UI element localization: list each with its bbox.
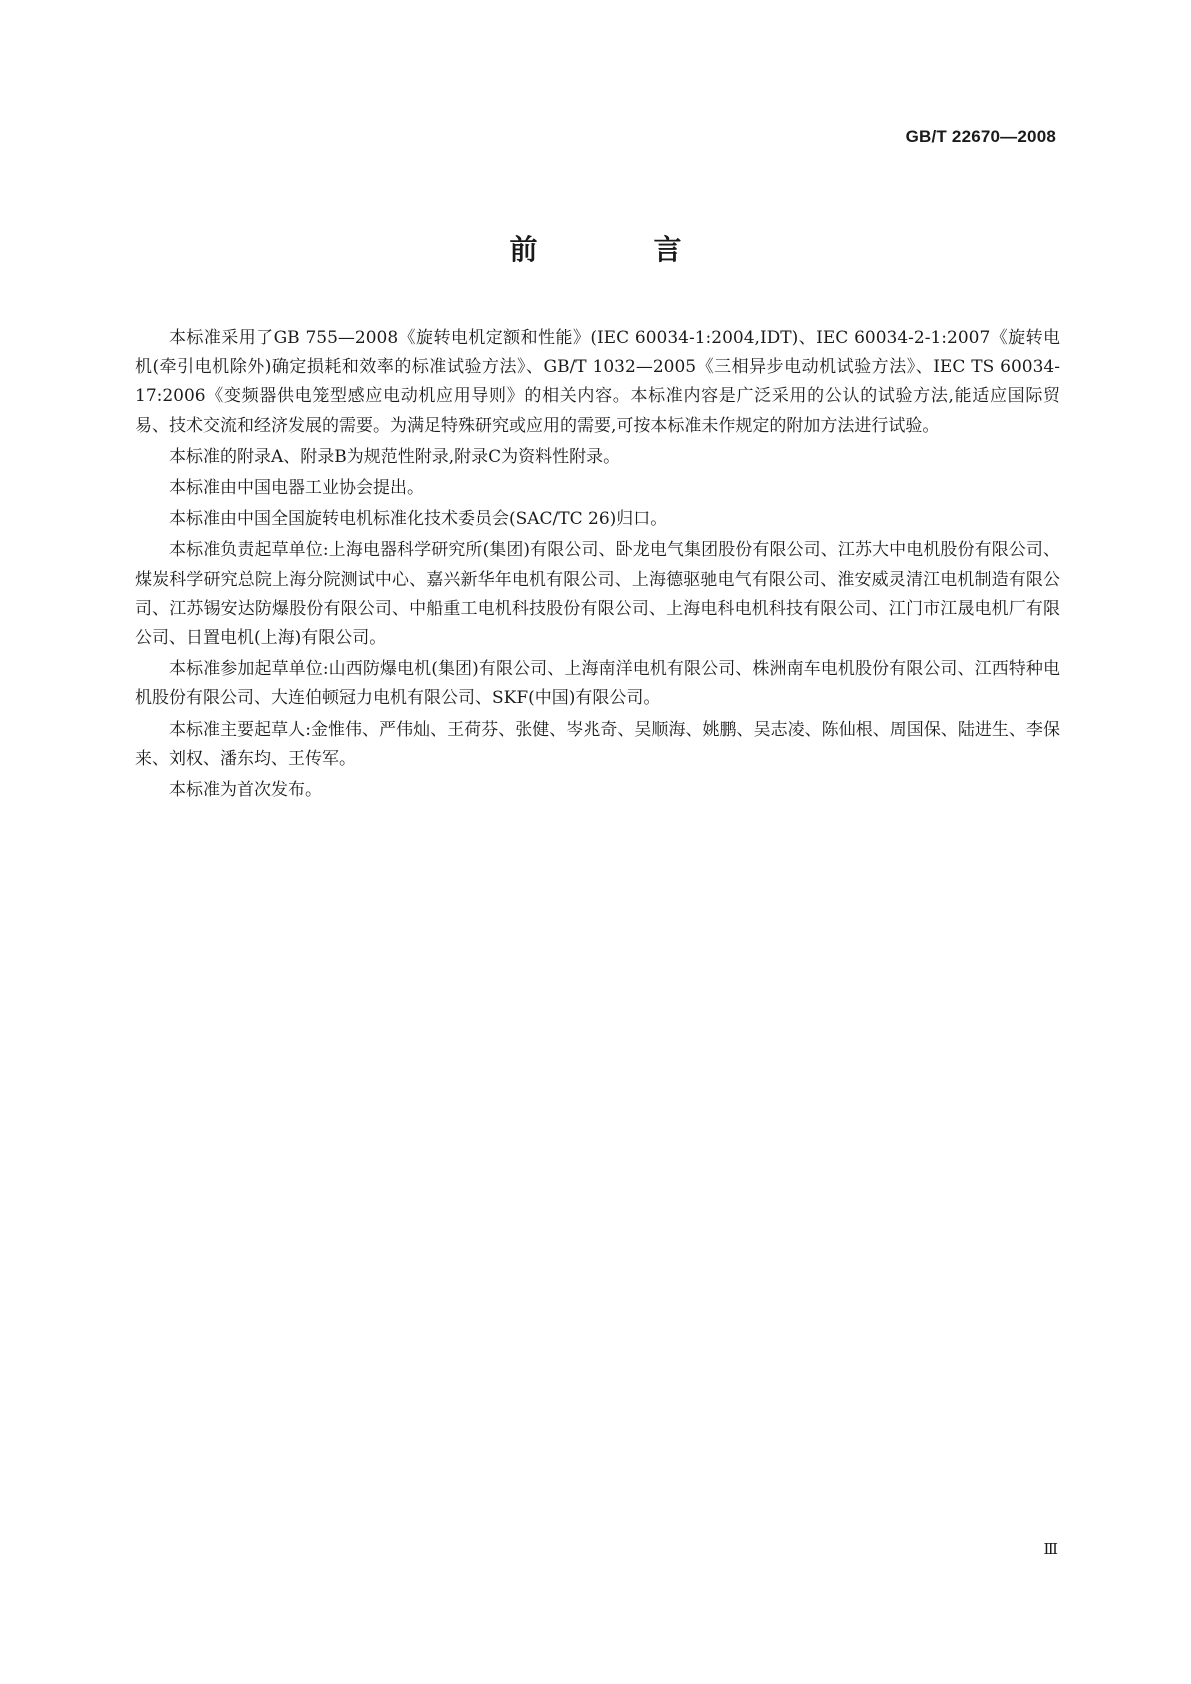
paragraph-main-drafters: 本标准主要起草人:金惟伟、严伟灿、王荷芬、张健、岑兆奇、吴顺海、姚鹏、吴志凌、陈仙根、周国保、陆进生、李保来、刘权、潘东均、王传军。: [135, 719, 1060, 769]
paragraph-first-release: 本标准为首次发布。: [169, 780, 322, 801]
page-title: 前 言: [509, 233, 726, 266]
paragraph-adopted-standards: 本标准采用了GB 755—2008《旋转电机定额和性能》(IEC 60034-1:2004,IDT)、IEC 60034-2-1:2007《旋转电机(牵引电机除外)确定损耗和效率的标准试验方法》、GB/T 1032—2005《三相异步电动机试验方法》、IEC TS 60034-17:2006《变频器供电笼型感应电动机应用导则》的相关内容。本标准内容是广泛采用的公认的试验方法,能适应国际贸易、技术交流和经济发展的需要。为满足特殊研究或应用的需要,可按本标准未作规定的附加方法进行试验。: [135, 328, 1060, 436]
paragraph-participating-units: 本标准参加起草单位:山西防爆电机(集团)有限公司、上海南洋电机有限公司、株洲南车电机股份有限公司、江西特种电机股份有限公司、大连伯顿冠力电机有限公司、SKF(中国)有限公司。: [135, 659, 1060, 709]
paragraph-proposed-by: 本标准由中国电器工业协会提出。: [169, 478, 424, 499]
page-number: Ⅲ: [1043, 1540, 1057, 1558]
foreword-body: [135, 324, 1060, 805]
paragraph-centralized-by: 本标准由中国全国旋转电机标准化技术委员会(SAC/TC 26)归口。: [169, 509, 668, 530]
standard-code-header: GB/T 22670—2008: [905, 127, 1056, 146]
paragraph-drafting-units: 本标准负责起草单位:上海电器科学研究所(集团)有限公司、卧龙电气集团股份有限公司、江苏大中电机股份有限公司、煤炭科学研究总院上海分院测试中心、嘉兴新华年电机有限公司、上海德驱驰电气有限公司、淮安威灵清江电机制造有限公司、江苏锡安达防爆股份有限公司、中船重工电机科技股份有限公司、上海电科电机科技有限公司、江门市江晟电机厂有限公司、日置电机(上海)有限公司。: [135, 540, 1060, 649]
paragraph-appendices: 本标准的附录A、附录B为规范性附录,附录C为资料性附录。: [169, 446, 621, 467]
